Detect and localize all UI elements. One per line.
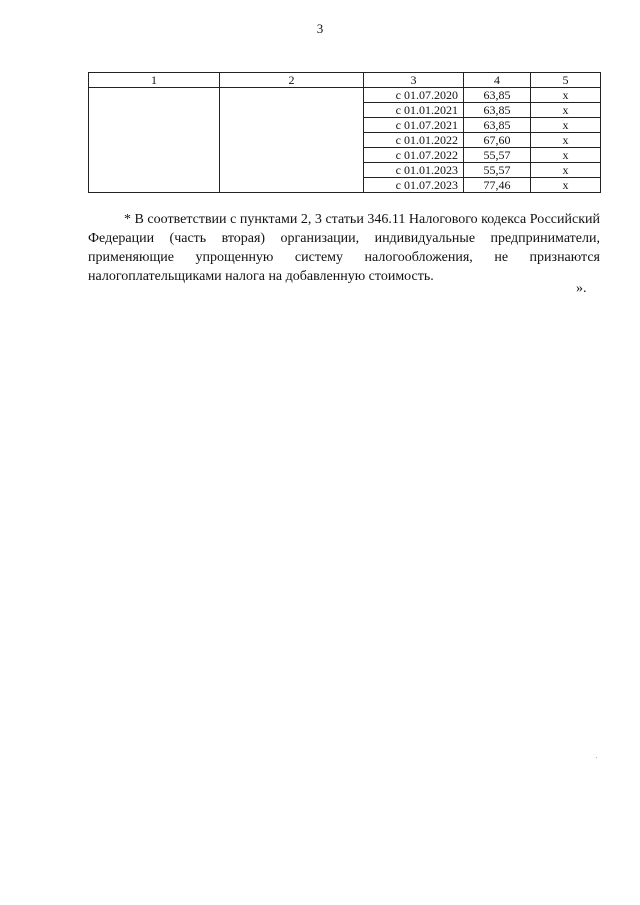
rate-cell: 67,60 xyxy=(464,133,531,148)
table-header-row xyxy=(89,73,601,88)
rate-cell: 63,85 xyxy=(464,118,531,133)
effective-date-cell: с 01.07.2022 xyxy=(364,148,464,163)
effective-date-cell: с 01.07.2020 xyxy=(364,88,464,103)
mark-cell: x xyxy=(531,148,601,163)
effective-date-cell: с 01.07.2023 xyxy=(364,178,464,193)
merged-cell-col2 xyxy=(220,88,364,193)
column-header-4: 4 xyxy=(464,73,531,88)
rate-cell: 63,85 xyxy=(464,88,531,103)
effective-date-cell: с 01.01.2023 xyxy=(364,163,464,178)
rate-cell: 55,57 xyxy=(464,163,531,178)
table-row xyxy=(89,88,601,103)
footnote-paragraph xyxy=(88,210,600,286)
mark-cell: x xyxy=(531,118,601,133)
scan-speck xyxy=(596,757,597,758)
closing-quote-mark: ». xyxy=(576,281,587,296)
column-header-5: 5 xyxy=(531,73,601,88)
footnote-text: * В соответствии с пунктами 2, 3 статьи 346.11 Налогового кодекса Российский Федерации (часть вторая) организации, индивидуальные предприниматели, применяющие упрощенную систему налогообложения, не признаются налогоплательщиками налога на добавленную стоимость. xyxy=(88,212,600,284)
column-header-2: 2 xyxy=(220,73,364,88)
rate-cell: 77,46 xyxy=(464,178,531,193)
tariff-table xyxy=(88,72,601,193)
rate-cell: 55,57 xyxy=(464,148,531,163)
mark-cell: x xyxy=(531,178,601,193)
page-number: 3 xyxy=(316,21,324,36)
mark-cell: x xyxy=(531,133,601,148)
column-header-3: 3 xyxy=(364,73,464,88)
column-header-1: 1 xyxy=(89,73,220,88)
rate-cell: 63,85 xyxy=(464,103,531,118)
merged-cell-col1 xyxy=(89,88,220,193)
effective-date-cell: с 01.01.2022 xyxy=(364,133,464,148)
mark-cell: x xyxy=(531,88,601,103)
mark-cell: x xyxy=(531,163,601,178)
effective-date-cell: с 01.07.2021 xyxy=(364,118,464,133)
effective-date-cell: с 01.01.2021 xyxy=(364,103,464,118)
mark-cell: x xyxy=(531,103,601,118)
